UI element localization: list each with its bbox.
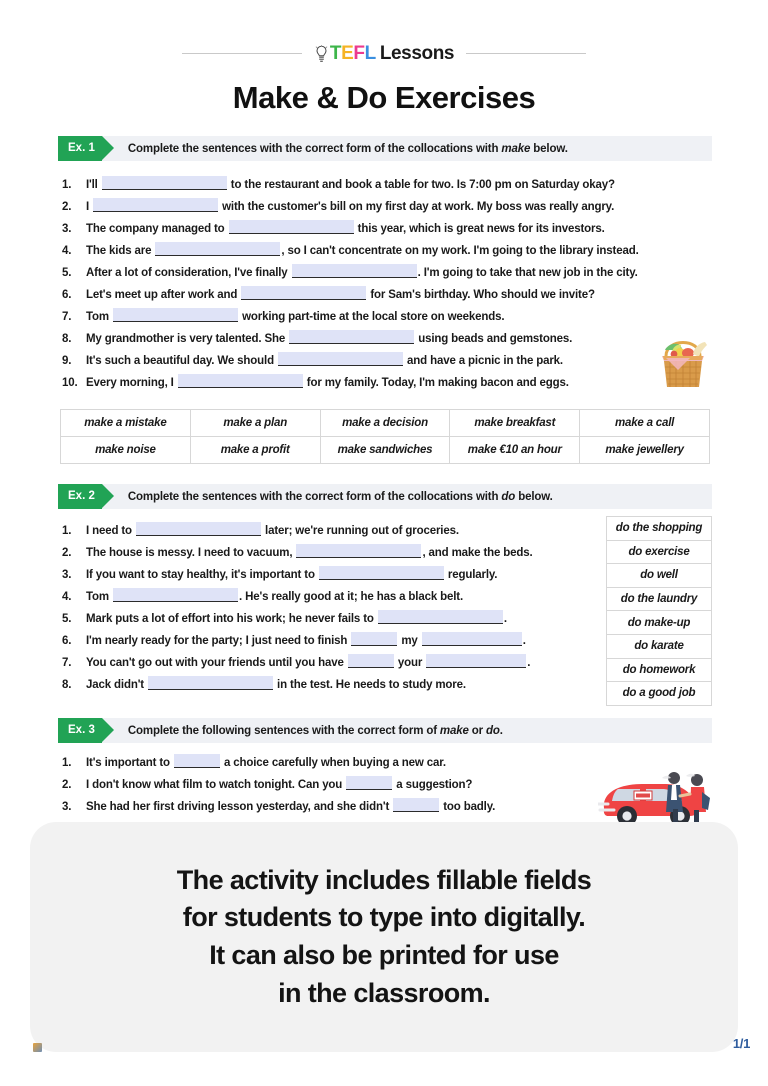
logo-divider-right (466, 53, 586, 54)
exercise-3-instruction-suffix: . (499, 724, 503, 737)
fillable-blank-field[interactable] (426, 654, 526, 668)
question-text (86, 796, 495, 813)
exercise-2-word-bank (606, 516, 712, 706)
fillable-blank-field[interactable] (278, 352, 403, 366)
exercise-1-badge: Ex. 1 (58, 136, 102, 161)
question-row (62, 350, 639, 372)
question-row (62, 218, 639, 240)
word-bank-cell: do the laundry (607, 587, 712, 611)
question-row (62, 752, 495, 774)
logo-letter-e: E (341, 43, 354, 64)
question-number: 8. (62, 679, 72, 691)
question-text-segment: a choice carefully when buying a new car. (220, 757, 446, 769)
question-text-segment: in the test. He needs to study more. (274, 679, 466, 691)
page-title: Make & Do Exercises (232, 80, 536, 115)
question-text-segment: later; we're running out of groceries. (261, 525, 459, 537)
fillable-blank-field[interactable] (148, 676, 273, 690)
question-text-segment: . (503, 613, 507, 625)
question-row (62, 328, 639, 350)
question-row (62, 796, 495, 818)
word-bank-cell: make €10 an hour (450, 437, 580, 464)
question-text (86, 218, 605, 235)
page-indicator: 1/1 (732, 1036, 750, 1051)
exercise-2-instruction-emphasis: do (501, 490, 516, 503)
word-bank-row (607, 540, 712, 564)
question-text (86, 752, 446, 769)
fillable-blank-field[interactable] (348, 654, 394, 668)
question-text (86, 564, 497, 581)
fillable-blank-field[interactable] (422, 632, 522, 646)
corner-mark-icon (33, 1043, 42, 1052)
question-row (62, 262, 639, 284)
question-text-segment: for Sam's birthday. Who should we invite? (367, 289, 595, 301)
question-row (62, 774, 495, 796)
question-text (86, 174, 615, 191)
question-text (86, 262, 638, 279)
fillable-blank-field[interactable] (178, 374, 303, 388)
exercise-3-badge: Ex. 3 (58, 718, 102, 743)
fillable-blank-field[interactable] (289, 330, 414, 344)
word-bank-cell: make breakfast (450, 410, 580, 437)
fillable-blank-field[interactable] (102, 176, 227, 190)
question-text-segment: this year, which is great news for its investors. (354, 223, 605, 235)
fillable-blank-field[interactable] (296, 544, 421, 558)
logo-letter-l: L (364, 43, 376, 64)
question-text-segment: and have a picnic in the park. (404, 355, 563, 367)
word-bank-cell: make a call (580, 410, 710, 437)
question-number: 3. (62, 801, 72, 813)
logo-letter-f: F (353, 43, 365, 64)
word-bank-row (607, 517, 712, 541)
question-number: 3. (62, 569, 72, 581)
word-bank-cell: do the shopping (607, 517, 712, 541)
question-text-segment: your (394, 657, 426, 669)
question-text-segment: , and make the beds. (422, 547, 533, 559)
question-text-segment: . (527, 657, 531, 669)
word-bank-row (607, 611, 712, 635)
picnic-basket-illustration (652, 322, 714, 397)
question-text-segment: I'll (86, 179, 101, 191)
question-text (86, 284, 595, 301)
question-text (86, 372, 569, 389)
question-number: 6. (62, 635, 72, 647)
exercise-3-instruction-emphasis2: do (486, 724, 500, 737)
question-text (86, 608, 507, 625)
fillable-blank-field[interactable] (113, 588, 238, 602)
fillable-blank-field[interactable] (136, 522, 261, 536)
exercise-1-instruction-suffix: below. (530, 142, 568, 155)
question-text-segment: I'm nearly ready for the party; I just need to finish (86, 635, 351, 647)
fillable-blank-field[interactable] (346, 776, 392, 790)
logo-letter-t: T (329, 43, 342, 64)
logo-word-lessons: Lessons (379, 43, 455, 64)
question-row (62, 306, 639, 328)
brand-logo (0, 44, 768, 63)
question-row (62, 608, 533, 630)
overlay-line-2: for students to type into digitally. (182, 902, 586, 933)
word-bank-row (607, 634, 712, 658)
question-text (86, 542, 533, 559)
exercise-3-header (58, 718, 712, 743)
word-bank-cell: make sandwiches (320, 437, 450, 464)
word-bank-cell: make noise (61, 437, 191, 464)
question-row (62, 564, 533, 586)
question-row (62, 630, 533, 652)
question-text-segment: You can't go out with your friends until you have (86, 657, 347, 669)
word-bank-cell: make a decision (320, 410, 450, 437)
question-number: 6. (62, 289, 72, 301)
question-text-segment: . He's really good at it; he has a black belt. (239, 591, 464, 603)
info-overlay-banner (30, 822, 738, 1052)
fillable-blank-field[interactable] (155, 242, 280, 256)
question-number: 4. (62, 591, 72, 603)
exercise-1-instruction-emphasis: make (501, 142, 531, 155)
word-bank-cell: do a good job (607, 682, 712, 706)
question-text-segment: . (522, 635, 526, 647)
word-bank-cell: make a mistake (61, 410, 191, 437)
question-row (62, 174, 639, 196)
fillable-blank-field[interactable] (319, 566, 444, 580)
question-text-segment: Every morning, I (86, 377, 177, 389)
question-number: 9. (62, 355, 72, 367)
question-number: 5. (62, 613, 72, 625)
question-text-segment: Let's meet up after work and (86, 289, 241, 301)
question-text (86, 520, 459, 537)
question-number: 2. (62, 779, 72, 791)
lightbulb-icon (314, 45, 329, 63)
exercise-2-header (58, 484, 712, 509)
question-text-segment: using beads and gemstones. (415, 333, 573, 345)
word-bank-cell: do homework (607, 658, 712, 682)
question-text (86, 674, 466, 691)
question-text-segment: a suggestion? (393, 779, 473, 791)
question-text-segment: working part-time at the local store on weekends. (239, 311, 505, 323)
question-text (86, 630, 526, 647)
exercise-2-question-list (62, 520, 533, 696)
question-text-segment: . I'm going to take that new job in the city. (417, 267, 638, 279)
question-row (62, 196, 639, 218)
question-number: 1. (62, 525, 72, 537)
word-bank-row (607, 587, 712, 611)
question-text-segment: Mark puts a lot of effort into his work; he never fails to (86, 613, 377, 625)
fillable-blank-field[interactable] (241, 286, 366, 300)
word-bank-cell: do make-up (607, 611, 712, 635)
question-text (86, 328, 572, 345)
question-text-segment: The house is messy. I need to vacuum, (86, 547, 296, 559)
exercise-3-instruction-prefix: Complete the following sentences with the correct form of (127, 724, 440, 737)
question-text-segment: I (86, 201, 93, 213)
question-row (62, 542, 533, 564)
question-text-segment: I don't know what film to watch tonight. Can you (86, 779, 346, 791)
question-text (86, 306, 504, 323)
question-text-segment: If you want to stay healthy, it's important to (86, 569, 318, 581)
question-number: 7. (62, 311, 72, 323)
word-bank-cell: do well (607, 564, 712, 588)
exercise-2-instruction (128, 491, 553, 503)
overlay-line-3: It can also be printed for use (209, 940, 559, 970)
exercise-3-question-list (62, 752, 495, 818)
question-text-segment: to the restaurant and book a table for two. Is 7:00 pm on Saturday okay? (227, 179, 615, 191)
question-row (62, 586, 533, 608)
word-bank-cell: make a plan (190, 410, 320, 437)
question-text-segment: , so I can't concentrate on my work. I'm going to the library instead. (281, 245, 639, 257)
fillable-blank-field[interactable] (393, 798, 439, 812)
question-row (62, 674, 533, 696)
question-text-segment: Tom (86, 591, 113, 603)
fillable-blank-field[interactable] (351, 632, 397, 646)
question-text-segment: with the customer's bill on my first day at work. My boss was really angry. (219, 201, 615, 213)
question-number: 10. (62, 377, 78, 389)
exercise-3-instruction (128, 725, 503, 737)
question-text-segment: It's such a beautiful day. We should (86, 355, 278, 367)
question-text-segment: regularly. (444, 569, 498, 581)
exercise-2-instruction-suffix: below. (515, 490, 553, 503)
exercise-2-instruction-prefix: Complete the sentences with the correct form of the collocations with (127, 490, 502, 503)
question-number: 7. (62, 657, 72, 669)
exercise-1-question-list (62, 174, 639, 394)
fillable-blank-field[interactable] (174, 754, 220, 768)
question-text-segment: After a lot of consideration, I've finally (86, 267, 291, 279)
logo-divider-left (182, 53, 302, 54)
question-text-segment: My grandmother is very talented. She (86, 333, 289, 345)
question-row (62, 372, 639, 394)
question-number: 3. (62, 223, 72, 235)
question-text-segment: too badly. (440, 801, 496, 813)
question-number: 1. (62, 179, 72, 191)
question-text-segment: The kids are (86, 245, 155, 257)
question-row (62, 520, 533, 542)
question-number: 8. (62, 333, 72, 345)
question-number: 2. (62, 201, 72, 213)
word-bank-row (61, 437, 710, 464)
question-text-segment: Jack didn't (86, 679, 148, 691)
word-bank-row (61, 410, 710, 437)
question-row (62, 652, 533, 674)
question-text (86, 652, 530, 669)
overlay-line-4: in the classroom. (278, 977, 490, 1008)
question-text-segment: It's important to (86, 757, 173, 769)
question-row (62, 284, 639, 306)
exercise-1-instruction-prefix: Complete the sentences with the correct form of the collocations with (127, 142, 502, 155)
fillable-blank-field[interactable] (292, 264, 417, 278)
question-text (86, 774, 472, 791)
question-text (86, 350, 563, 367)
question-text-segment: Tom (86, 311, 113, 323)
question-number: 2. (62, 547, 72, 559)
exercise-3-instruction-middle: or (468, 724, 487, 737)
question-text-segment: for my family. Today, I'm making bacon and eggs. (303, 377, 569, 389)
fillable-blank-field[interactable] (113, 308, 238, 322)
exercise-1-word-bank (60, 409, 710, 464)
exercise-3-instruction-emphasis: make (439, 724, 469, 737)
fillable-blank-field[interactable] (93, 198, 218, 212)
exercise-1-instruction (128, 143, 568, 155)
word-bank-cell: make a profit (190, 437, 320, 464)
question-text (86, 240, 639, 257)
question-text-segment: The company managed to (86, 223, 228, 235)
question-row (62, 240, 639, 262)
word-bank-cell: do karate (607, 634, 712, 658)
question-text (86, 196, 614, 213)
fillable-blank-field[interactable] (378, 610, 503, 624)
question-text-segment: my (398, 635, 421, 647)
question-text-segment: I need to (86, 525, 135, 537)
question-number: 4. (62, 245, 72, 257)
word-bank-cell: make jewellery (580, 437, 710, 464)
question-number: 5. (62, 267, 72, 279)
word-bank-row (607, 682, 712, 706)
exercise-2-badge: Ex. 2 (58, 484, 102, 509)
question-text-segment: She had her first driving lesson yesterday, and she didn't (86, 801, 393, 813)
question-text (86, 586, 463, 603)
word-bank-row (607, 564, 712, 588)
word-bank-cell: do exercise (607, 540, 712, 564)
brand-wordmark (330, 44, 454, 63)
question-number: 1. (62, 757, 72, 769)
overlay-line-1: The activity includes fillable fields (176, 864, 592, 895)
fillable-blank-field[interactable] (229, 220, 354, 234)
word-bank-row (607, 658, 712, 682)
exercise-1-header (58, 136, 712, 161)
